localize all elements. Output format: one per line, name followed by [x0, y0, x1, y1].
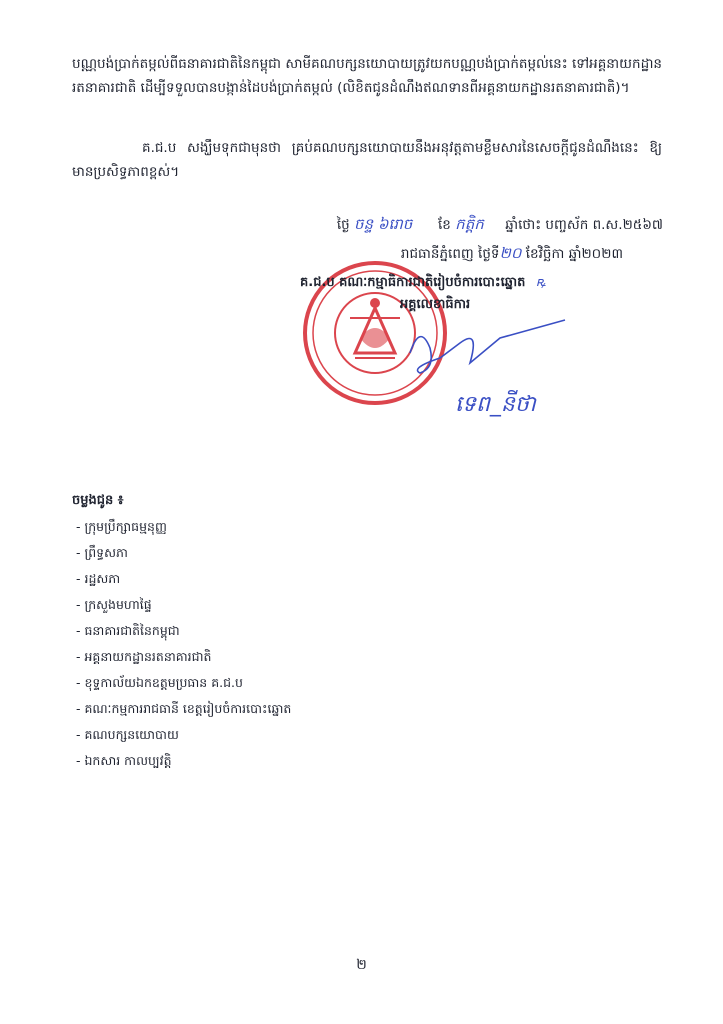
cc-item: - អគ្គនាយកដ្ឋានរតនាគារជាតិ — [76, 649, 212, 664]
cc-item: - ឯកសារ កាលប្បវត្តិ — [76, 753, 172, 768]
solar-day-handwritten: ២០ — [499, 244, 522, 262]
cc-item: - ក្រុមប្រឹក្សាធម្មនុញ្ញ — [76, 519, 167, 534]
cc-item: - រដ្ឋសភា — [76, 571, 121, 586]
solar-prefix: រាជធានីភ្នំពេញ ថ្ងៃទី — [400, 246, 500, 262]
cc-list — [76, 514, 291, 774]
cc-item: - គណៈកម្មការរាជធានី ខេត្តរៀបចំការបោះឆ្នោត — [76, 701, 292, 716]
cc-item: - គណបក្សនយោបាយ — [76, 727, 179, 742]
lunar-day-handwritten: ចន្ទ ៦រោច — [354, 215, 413, 233]
solar-suffix: ខែវិច្ឆិកា ឆ្នាំ២០២៣ — [525, 246, 623, 262]
institution-name: គ.ជ.ប គណៈកម្មាធិការជាតិរៀបចំការបោះឆ្នោត — [300, 275, 526, 290]
body-paragraph-2: គ.ជ.ប សង្ឃឹមទុកជាមុនថា គ្រប់គណបក្សនយោបាយនឹងអនុវត្តតាមខ្លឹមសារនៃសេចក្តីជូនដំណឹងនេះ ឱ្យមានប្រសិទ្ធភាពខ្ពស់។ — [72, 139, 662, 180]
year-text: ឆ្នាំថោះ បញ្ចស័ក ព.ស.២៥៦៧ — [505, 217, 663, 233]
initial-mark: ꝶ — [535, 275, 546, 290]
cc-label: ចម្លងជូន ៖ — [72, 493, 124, 508]
lunar-prefix: ថ្ងៃ — [336, 217, 350, 233]
cc-item: - ធនាគារជាតិនៃកម្ពុជា — [76, 623, 180, 638]
month-handwritten: កត្តិក — [455, 215, 484, 233]
cc-item: - ខុទ្ទកាល័យឯកឧត្តមប្រធាន គ.ជ.ប — [76, 675, 243, 690]
handwritten-signature — [400, 318, 570, 378]
lunar-date-line — [337, 215, 663, 237]
signatory-title: អគ្គលេខាធិការ — [400, 297, 471, 312]
signatory-name: ទេព_នីថា — [455, 392, 536, 417]
month-prefix: ខែ — [438, 217, 451, 233]
institution-line — [300, 272, 546, 293]
page-number: ២ — [356, 957, 367, 973]
cc-item: - ព្រឹទ្ធសភា — [76, 545, 128, 560]
cc-item: - ក្រសួងមហាផ្ទៃ — [76, 597, 152, 612]
body-paragraph-1: បណ្ណបង់ប្រាក់តម្កល់ពីធនាគារជាតិនៃកម្ពុជា សាមីគណបក្សនយោបាយត្រូវយកបណ្ណបង់ប្រាក់តម្កល់នេះ ទៅអគ្គនាយកដ្ឋានរតនាគារជាតិ ដើម្បីទទួលបានបង្កាន់ដៃបង់ប្រាក់តម្កល់ (លិខិតជូនដំណឹងឥណទានពីអគ្គនាយកដ្ឋានរតនាគារជាតិ)។ — [72, 55, 662, 96]
